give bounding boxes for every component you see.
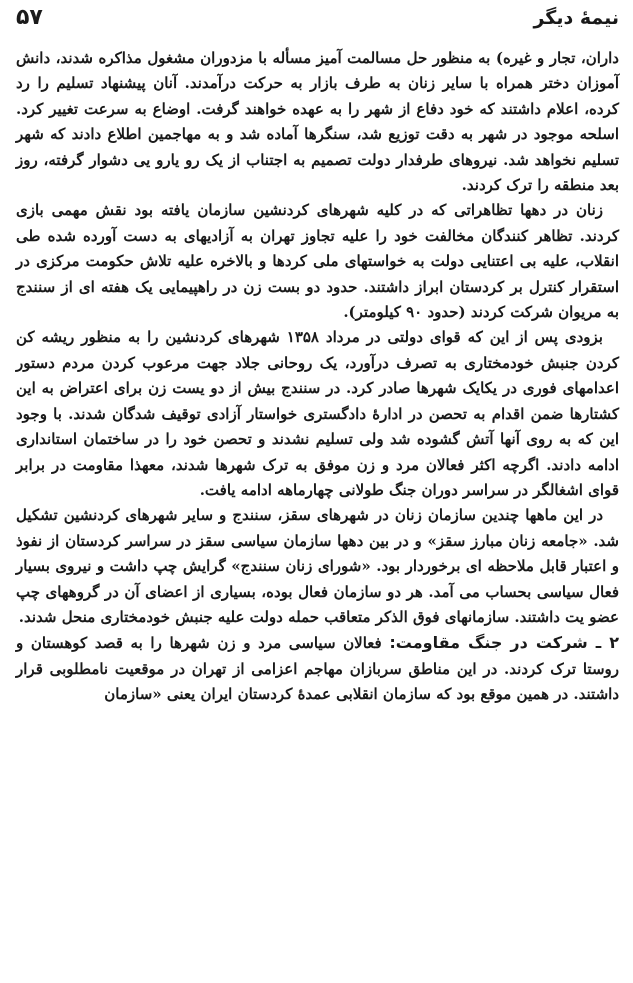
page-header xyxy=(16,6,619,46)
section-text: فعالان سیاسی مرد و زن شهرها را به قصد کوهستان و روستا ترک کردند. در این مناطق سربازان مهاجم اعزامی از تهران در موقعیت نامطلوبی قرار داشتند. در همین موقع بود که سازمان انقلابی عمدهٔ کردستان ایران یعنی «سازمان xyxy=(16,634,619,704)
section-heading: ۲ ـ شرکت در جنگ مقاومت: xyxy=(389,633,620,653)
body-text xyxy=(16,46,619,708)
paragraph: داران، تجار و غیره) به منظور حل مسالمت آمیز مسأله با مزدوران مشغول مذاکره شدند، دانش آموزان دختر همراه با سایر زنان به طرف بازار به حرکت درآمدند. آنان پیشنهاد تسلیم را رد کرده، اعلام داشتند که خود دفاع از شهر را به عهده خواهند گرفت. اوضاع به سرعت تغییر کرد. اسلحه موجود در شهر به دقت توزیع شد، سنگرها آماده شد و به مهاجمین اطلاع دادند که شهر تسلیم نخواهد شد. نیروهای طرفدار دولت تصمیم به اجتناب از یک رو یارو یی دشوار گرفته، روز بعد منطقه را ترک کردند. xyxy=(16,49,619,195)
paragraph: در این ماهها چندین سازمان زنان در شهرهای سقز، سنندج و سایر شهرهای کردنشین تشکیل شد. «جامعه زنان مبارز سقز» و در بین دهها سازمان سیاسی سقز در سراسر کردستان از نفوذ و اعتبار قابل ملاحظه ای برخوردار بود. «شورای زنان سنندج» گرایش چپ داشت و نیروی بسیار فعال سیاسی بحساب می آمد. هر دو سازمان فعال بوده، بسیاری از اعضای آن در گروههای چپ عضو یت داشتند. سازمانهای فوق الذکر متعاقب حمله دولت علیه جنبش خودمختاری منحل شدند. xyxy=(16,506,619,626)
section-paragraph xyxy=(16,630,619,707)
paragraph: بزودی پس از این که قوای دولتی در مرداد ۱۳۵۸ شهرهای کردنشین را به منظور ریشه کن کردن جنبش خودمختاری به تصرف درآورد، یک روحانی جلاد جهت مرعوب کردن مردم دستور اعدامهای فوری در یکایک شهرها صادر کرد. در سنندج بیش از دو یست زن برای اعتراض به این کشتارها ضمن اقدام به تحصن در ادارهٔ دادگستری خواستار آزادی توقیف شدگان شدند. با وجود این که به روی آنها آتش گشوده شد ولی تسلیم نشدند و تحصن خود را در ساختمان استانداری ادامه دادند. اگرچه اکثر فعالان مرد و زن موفق به ترک شهرها شدند، معهذا مقاومت در برابر قوای اشغالگر در سراسر دوران جنگ طولانی چهارماهه ادامه یافت. xyxy=(16,328,619,499)
paragraph: زنان در دهها تظاهراتی که در کلیه شهرهای کردنشین سازمان یافته بود نقش مهمی بازی کردند. تظاهر کنندگان مخالفت خود را علیه تجاوز تهران به آزادیهای به دست آورده شده طی انقلاب، علیه بی اعتنایی دولت به خواستهای ملی کردها و بالاخره علیه تلاش حکومت مرکزی در استقرار کنترل بر کردستان ابراز داشتند. حدود دو بست زن در راهپیمایی یک هفته ای از سنندج به مریوان شرکت کردند (حدود ۹۰ کیلومتر). xyxy=(16,201,619,322)
page-number: ۵۷ xyxy=(16,5,43,30)
running-title: نیمهٔ دیگر xyxy=(533,7,619,29)
